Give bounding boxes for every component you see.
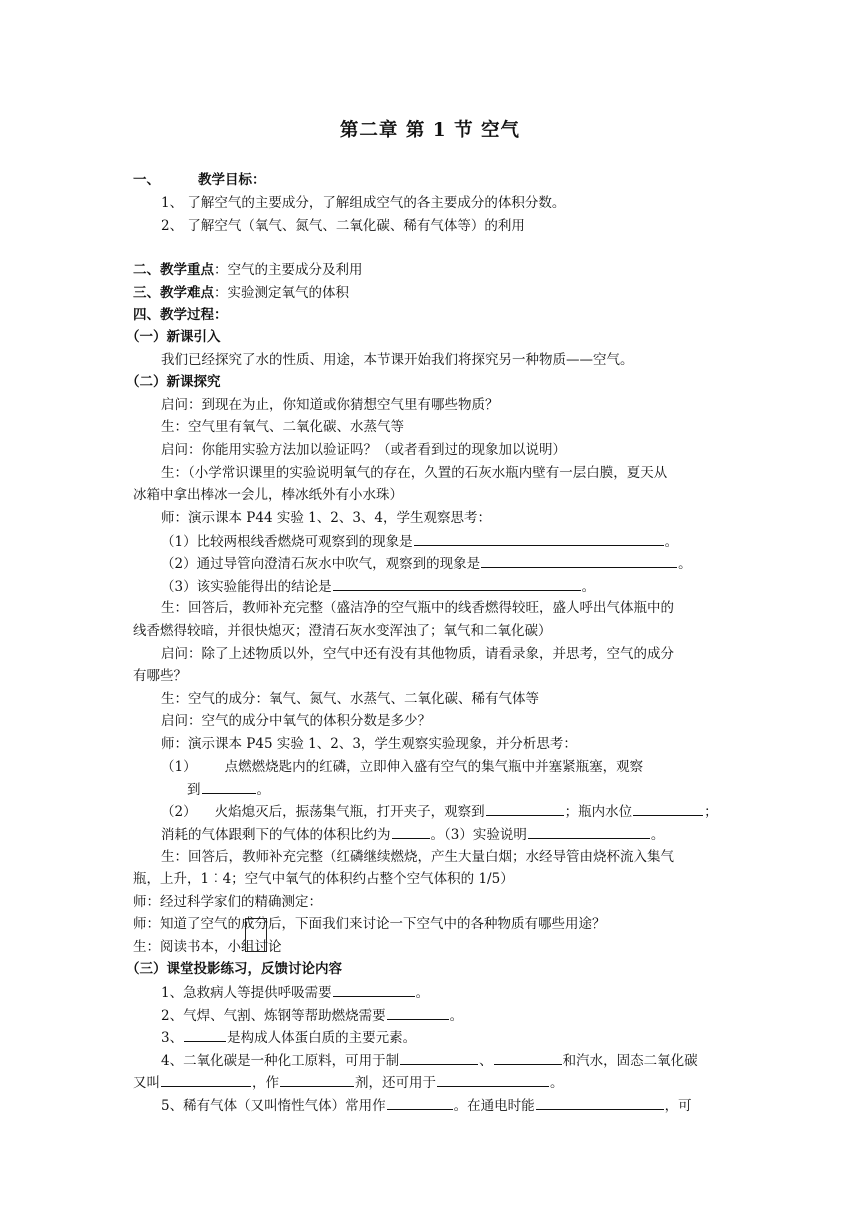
exercise-item-4-end: 和汽水，固态二氧化碳 <box>562 1053 698 1069</box>
answer-5-line-2: 瓶，上升，1︰4；空气中氧气的体积约占整个空气体积的 1/5） <box>133 871 514 887</box>
experiment-conclusion-text: 。（3）实验说明 <box>430 827 527 843</box>
section-3-text: ：实验测定氧气的体积 <box>214 285 349 301</box>
period: 。 <box>415 985 430 1001</box>
section-1-number: 一、 <box>133 172 160 188</box>
exercise-1-text: （1）比较两根线香燃烧可观察到的现象是 <box>161 534 413 550</box>
answer-1: 生：空气里有氧气、二氧化碳、水蒸气等 <box>161 419 404 435</box>
answer-5-line-1: 生：回答后，教师补充完整（红磷继续燃烧，产生大量白烟；水经导管由烧杯流入集气 <box>161 849 674 865</box>
section-3-heading <box>133 283 349 303</box>
answer-blank[interactable] <box>161 1072 251 1087</box>
period: 。 <box>678 556 692 572</box>
answer-3-line-1: 生：回答后，教师补充完整（盛洁净的空气瓶中的线香燃得较旺，盛人呼出气体瓶中的 <box>161 600 674 616</box>
answer-blank[interactable] <box>633 801 703 816</box>
intro-text: 我们已经探究了水的性质、用途，本节课开始我们将探究另一种物质——空气。 <box>161 352 634 368</box>
teacher-demo-1: 师：演示课本 P44 实验 1、2、3、4，学生观察思考： <box>161 510 491 526</box>
exercise-1 <box>161 531 678 552</box>
exercise-2 <box>161 553 692 574</box>
period: 。 <box>581 579 596 595</box>
question-2: 启问：你能用实验方法加以验证吗？（或者看到过的现象加以说明） <box>161 442 566 458</box>
section-1-heading <box>133 170 266 190</box>
answer-blank[interactable] <box>387 1095 453 1110</box>
exercise-item-4-text: 4、二氧化碳是一种化工原料，可用于制 <box>161 1053 400 1069</box>
answer-3-line-2: 线香燃得较暗，并很快熄灭；澄清石灰水变浑浊了；氧气和二氧化碳） <box>133 623 552 639</box>
answer-2-line-1: 生：（小学常识课里的实验说明氧气的存在，久置的石灰水瓶内壁有一层白膜，夏天从 <box>161 465 668 481</box>
procedure-1 <box>161 757 643 777</box>
procedure-2-line-2 <box>161 824 664 845</box>
exercise-3 <box>161 576 595 597</box>
subsection-3-heading: （三）课堂投影练习，反馈讨论内容 <box>126 961 342 977</box>
answer-blank[interactable] <box>280 1072 354 1087</box>
period: 。 <box>550 1075 564 1091</box>
exercise-item-1 <box>161 982 429 1003</box>
answer-blank[interactable] <box>528 824 650 839</box>
exercise-item-2-text: 2、气焊、气割、炼钢等帮助燃烧需要 <box>161 1008 386 1024</box>
answer-blank[interactable] <box>494 1050 562 1065</box>
period: 。 <box>664 534 679 550</box>
procedure-2-mid: ；瓶内水位 <box>564 804 633 820</box>
question-3-line-2: 有哪些？ <box>133 668 187 684</box>
exercise-item-4-text-2b: ，作 <box>252 1075 279 1091</box>
goal-2: 2、 了解空气（氧气、氮气、二氧化碳、稀有气体等）的利用 <box>161 218 525 234</box>
teacher-demo-2: 师：演示课本 P45 实验 1、2、3，学生观察实验现象，并分析思考： <box>161 736 577 752</box>
text-cursor-box <box>245 918 267 952</box>
exercise-item-4 <box>161 1050 698 1071</box>
answer-blank[interactable] <box>536 1095 664 1110</box>
answer-blank[interactable] <box>202 779 256 794</box>
section-1-label: 教学目标： <box>198 172 266 188</box>
exercise-3-text: （3）该实验能得出的结论是 <box>161 579 332 595</box>
exercise-2-text: （2）通过导管向澄清石灰水中吹气，观察到的现象是 <box>161 556 481 572</box>
answer-blank[interactable] <box>392 824 430 839</box>
teacher-statement-1: 师：经过科学家们的精确测定： <box>133 894 322 910</box>
section-2-text: ：空气的主要成分及利用 <box>214 262 363 278</box>
subsection-1-heading: （一）新课引入 <box>126 329 221 345</box>
page-title: 第二章 第 1 节 空气 <box>339 120 521 141</box>
exercise-item-5-mid: 。在通电时能 <box>453 1098 535 1114</box>
goal-1: 1、 了解空气的主要成分，了解组成空气的各主要成分的体积分数。 <box>161 195 566 211</box>
volume-ratio-text: 消耗的气体跟剩下的气体的体积比约为 <box>161 827 391 843</box>
answer-4: 生：空气的成分：氧气、氮气、水蒸气、二氧化碳、稀有气体等 <box>161 691 539 707</box>
period: 。 <box>256 782 270 798</box>
section-3-label: 三、教学难点 <box>133 285 214 301</box>
procedure-1-text: 点燃燃烧匙内的红磷，立即伸入盛有空气的集气瓶中并塞紧瓶塞，观察 <box>224 759 644 775</box>
answer-2-line-2: 冰箱中拿出棒冰一会儿，棒冰纸外有小水珠） <box>133 487 403 503</box>
answer-blank[interactable] <box>414 531 664 546</box>
section-2-heading <box>133 260 363 280</box>
exercise-item-4-text-2a: 又叫 <box>133 1075 160 1091</box>
procedure-1-text-2: 到 <box>187 782 201 798</box>
period: 。 <box>650 827 665 843</box>
exercise-item-3-number: 3、 <box>161 1030 184 1046</box>
answer-blank[interactable] <box>184 1027 226 1042</box>
answer-blank[interactable] <box>333 576 581 591</box>
answer-6: 生：阅读书本，小组讨论 <box>133 939 282 955</box>
subsection-2-heading: （二）新课探究 <box>126 374 221 390</box>
exercise-item-2 <box>161 1005 463 1026</box>
exercise-item-4-line-2 <box>133 1072 564 1093</box>
question-4: 启问：空气的成分中氧气的体积分数是多少？ <box>161 713 431 729</box>
exercise-item-4-text-2c: 剂，还可用于 <box>355 1075 436 1091</box>
procedure-2-text: 火焰熄灭后，振荡集气瓶，打开夹子，观察到 <box>214 804 485 820</box>
exercise-item-1-text: 1、急救病人等提供呼吸需要 <box>161 985 332 1001</box>
answer-blank[interactable] <box>333 982 415 997</box>
question-3-line-1: 启问：除了上述物质以外，空气中还有没有其他物质，请看录象，并思考，空气的成分 <box>161 646 674 662</box>
answer-blank[interactable] <box>481 553 677 568</box>
exercise-item-5-end: ，可 <box>664 1098 692 1114</box>
teacher-statement-2: 师：知道了空气的成分后，下面我们来讨论一下空气中的各种物质有哪些用途？ <box>133 916 606 932</box>
exercise-item-5-text: 5、稀有气体（又叫惰性气体）常用作 <box>161 1098 386 1114</box>
procedure-2 <box>161 801 718 822</box>
procedure-2-end: ； <box>704 804 718 820</box>
answer-blank[interactable] <box>400 1050 478 1065</box>
exercise-item-3 <box>161 1027 416 1048</box>
exercise-item-4-sep: 、 <box>479 1053 493 1069</box>
period: 。 <box>449 1008 464 1024</box>
answer-blank[interactable] <box>387 1005 449 1020</box>
procedure-1-number: （1） <box>161 759 197 775</box>
answer-blank[interactable] <box>486 801 564 816</box>
exercise-item-5 <box>161 1095 692 1116</box>
section-4-heading: 四、教学过程： <box>133 307 228 323</box>
answer-blank[interactable] <box>437 1072 549 1087</box>
procedure-1-line-2 <box>187 779 270 800</box>
exercise-item-3-text: 是构成人体蛋白质的主要元素。 <box>227 1030 417 1046</box>
section-2-label: 二、教学重点 <box>133 262 214 278</box>
question-1: 启问：到现在为止，你知道或你猜想空气里有哪些物质？ <box>161 397 499 413</box>
procedure-2-number: （2） <box>161 804 197 820</box>
